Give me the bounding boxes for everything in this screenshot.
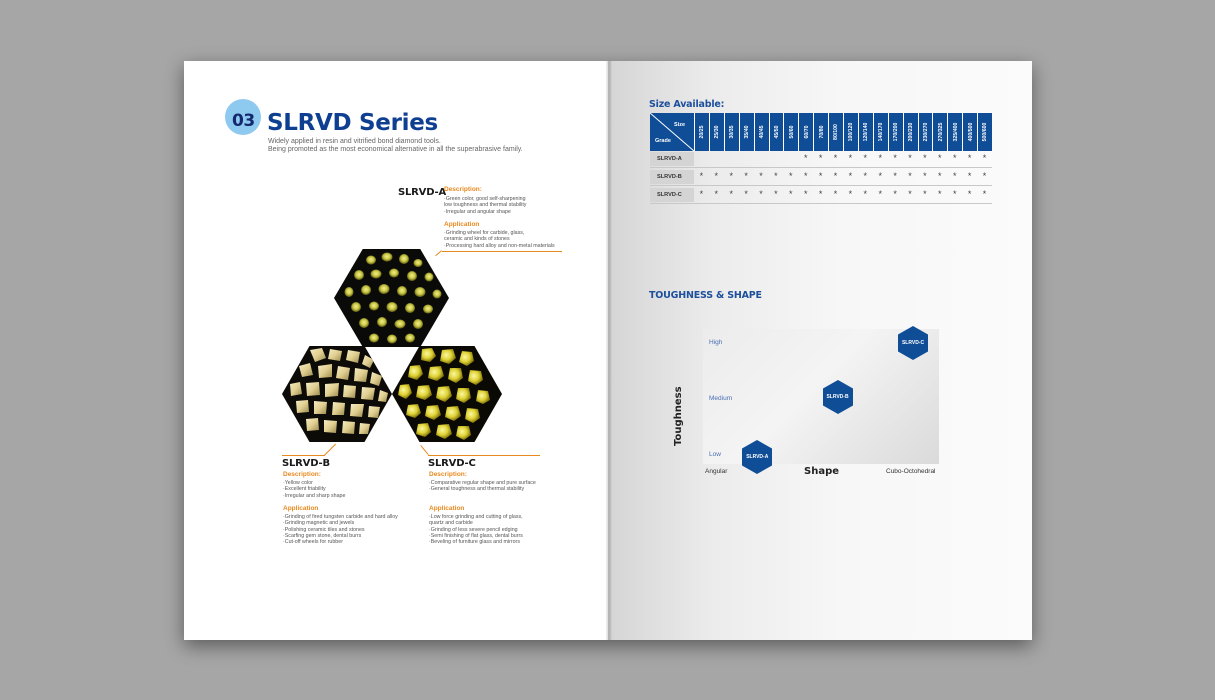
data-point-slrvd-a	[742, 440, 772, 474]
availability-mark: *	[818, 153, 823, 163]
availability-mark: *	[729, 189, 733, 199]
availability-mark: *	[699, 189, 704, 199]
brochure-spread	[184, 61, 1032, 640]
availability-mark: *	[923, 189, 927, 199]
application-label-c: Application	[429, 505, 465, 512]
availability-mark: *	[982, 189, 987, 199]
leader-line-a	[442, 251, 562, 252]
availability-mark: *	[967, 189, 972, 199]
chart-title: TOUGHNESS & SHAPE	[649, 290, 762, 301]
size-column-header: 25/30	[709, 113, 725, 151]
page-fold	[606, 61, 612, 640]
availability-mark: *	[803, 171, 808, 181]
leader-line-b	[282, 455, 325, 456]
availability-mark: *	[863, 153, 868, 163]
grade-label: SLRVD-A	[650, 152, 694, 166]
slrvd-b-crystal-image	[282, 346, 392, 442]
size-column-header: 30/35	[724, 113, 740, 151]
availability-mark: *	[938, 171, 942, 181]
description-label-a: Description:	[444, 186, 482, 193]
leader-line-b-tick	[324, 444, 336, 456]
description-label-c: Description:	[429, 471, 467, 478]
availability-mark: *	[759, 189, 763, 199]
subtitle-line: Being promoted as the most economical alternative in all the superabrasive family.	[268, 146, 523, 153]
description-text-b: ·Yellow color ·Excellent friability ·Irregular and sharp shape	[283, 480, 346, 499]
y-axis-title: Toughness	[673, 386, 684, 446]
size-column-header: 100/120	[843, 113, 859, 151]
data-point-label: SLRVD-B	[826, 393, 849, 400]
availability-mark: *	[833, 189, 838, 199]
availability-mark: *	[744, 189, 748, 199]
availability-mark: *	[833, 153, 838, 163]
size-column-header: 120/140	[858, 113, 874, 151]
availability-mark: *	[774, 171, 778, 181]
size-column-header: 170/200	[888, 113, 904, 151]
size-column-header: 230/270	[918, 113, 934, 151]
availability-mark: *	[863, 189, 868, 199]
application-text-c: ·Low force grinding and cutting of glass, quartz and carbide ·Grinding of less severe pencil edging ·Semi finishing of flat glass, dental burrs ·Beveling of furniture glass and mirrors	[429, 514, 523, 546]
availability-mark: *	[952, 153, 957, 163]
availability-mark: *	[848, 189, 853, 199]
size-column-header: 40/45	[754, 113, 770, 151]
availability-mark: *	[923, 171, 927, 181]
availability-mark: *	[744, 171, 748, 181]
leader-line-c	[428, 455, 540, 456]
section-number: 03	[232, 111, 255, 131]
availability-mark: *	[759, 171, 763, 181]
availability-mark: *	[923, 153, 927, 163]
x-axis-title: Shape	[804, 466, 840, 477]
availability-mark: *	[863, 171, 868, 181]
availability-mark: *	[714, 189, 719, 199]
left-page	[184, 61, 608, 640]
slrvd-c-crystal-image	[392, 346, 502, 442]
size-column-header: 140/170	[873, 113, 889, 151]
page-title: SLRVD Series	[267, 110, 438, 136]
availability-mark: *	[982, 153, 987, 163]
availability-mark: *	[967, 171, 972, 181]
data-point-label: SLRVD-C	[901, 339, 925, 346]
availability-mark: *	[774, 189, 778, 199]
product-name-b: SLRVD-B	[282, 458, 330, 469]
size-column-header: 270/325	[932, 113, 948, 151]
availability-mark: *	[833, 171, 838, 181]
description-text-c: ·Comparative regular shape and pure surface ·General toughness and thermal stability	[429, 480, 536, 493]
size-column-header: 45/50	[769, 113, 785, 151]
grade-row	[650, 169, 992, 186]
availability-mark: *	[878, 153, 882, 163]
availability-mark: *	[803, 189, 808, 199]
data-point-slrvd-b	[823, 380, 853, 414]
corner-grade-label: Grade	[655, 138, 671, 144]
grade-label: SLRVD-B	[650, 170, 694, 184]
slrvd-a-crystal-image	[334, 249, 449, 347]
corner-size-label: Size	[674, 122, 686, 128]
size-column-header: 20/25	[694, 113, 710, 151]
availability-mark: *	[938, 189, 942, 199]
availability-mark: *	[893, 153, 897, 163]
x-tick-cubo-octohedral: Cubo-Octohedral	[886, 468, 936, 475]
availability-mark: *	[848, 171, 853, 181]
y-tick-high: High	[709, 339, 723, 346]
availability-mark: *	[967, 153, 972, 163]
availability-mark: *	[699, 171, 704, 181]
availability-mark: *	[878, 171, 882, 181]
size-column-header: 50/60	[783, 113, 799, 151]
size-column-header: 500/600	[977, 113, 993, 151]
data-point-slrvd-c	[898, 326, 928, 360]
y-tick-low: Low	[709, 451, 721, 458]
subtitle-line: Widely applied in resin and vitrified bond diamond tools.	[268, 138, 441, 145]
product-name-a: SLRVD-A	[398, 187, 446, 198]
size-column-header: 325/400	[947, 113, 963, 151]
availability-mark: *	[908, 189, 912, 199]
application-label-a: Application	[444, 221, 480, 228]
toughness-shape-chart	[703, 329, 939, 464]
availability-mark: *	[818, 189, 823, 199]
availability-mark: *	[908, 153, 912, 163]
description-label-b: Description:	[283, 471, 321, 478]
size-column-header: 35/40	[739, 113, 755, 151]
table-corner	[650, 113, 694, 151]
availability-mark: *	[803, 153, 808, 163]
availability-mark: *	[789, 171, 793, 181]
data-point-label: SLRVD-A	[746, 454, 769, 461]
application-text-b: ·Grinding of fired tungsten carbide and hard alloy ·Grinding magnetic and jewels ·Polishing ceramic tiles and stones ·Scarfing gem stone, dental burrs ·Cut-off wheels for rubber	[283, 514, 398, 546]
size-column-header: 400/500	[962, 113, 978, 151]
availability-mark: *	[848, 153, 853, 163]
availability-mark: *	[952, 189, 957, 199]
size-header-row	[650, 113, 992, 151]
availability-mark: *	[714, 171, 719, 181]
availability-mark: *	[789, 189, 793, 199]
x-tick-angular: Angular	[705, 468, 728, 475]
availability-mark: *	[952, 171, 957, 181]
availability-mark: *	[729, 171, 733, 181]
grade-row	[650, 187, 992, 204]
size-column-header: 200/230	[903, 113, 919, 151]
application-label-b: Application	[283, 505, 319, 512]
product-name-c: SLRVD-C	[428, 458, 476, 469]
availability-mark: *	[938, 153, 942, 163]
size-column-header: 80/100	[828, 113, 844, 151]
availability-mark: *	[982, 171, 987, 181]
size-available-heading: Size Available:	[649, 99, 725, 110]
availability-mark: *	[893, 171, 897, 181]
description-text-a: ·Green color, good self-sharpening low toughness and thermal stability ·Irregular and angular shape	[444, 196, 527, 215]
availability-mark: *	[818, 171, 823, 181]
grade-row	[650, 151, 992, 168]
size-column-header: 60/70	[798, 113, 814, 151]
availability-mark: *	[908, 171, 912, 181]
availability-mark: *	[893, 189, 897, 199]
application-text-a: ·Grinding wheel for carbide, glass, ceramic and kinds of stones ·Processing hard alloy and non-metal materials	[444, 230, 555, 249]
y-tick-medium: Medium	[709, 395, 733, 402]
size-column-header: 70/80	[813, 113, 829, 151]
grade-label: SLRVD-C	[650, 188, 694, 202]
leader-line-c-tick	[420, 445, 428, 455]
availability-mark: *	[878, 189, 882, 199]
